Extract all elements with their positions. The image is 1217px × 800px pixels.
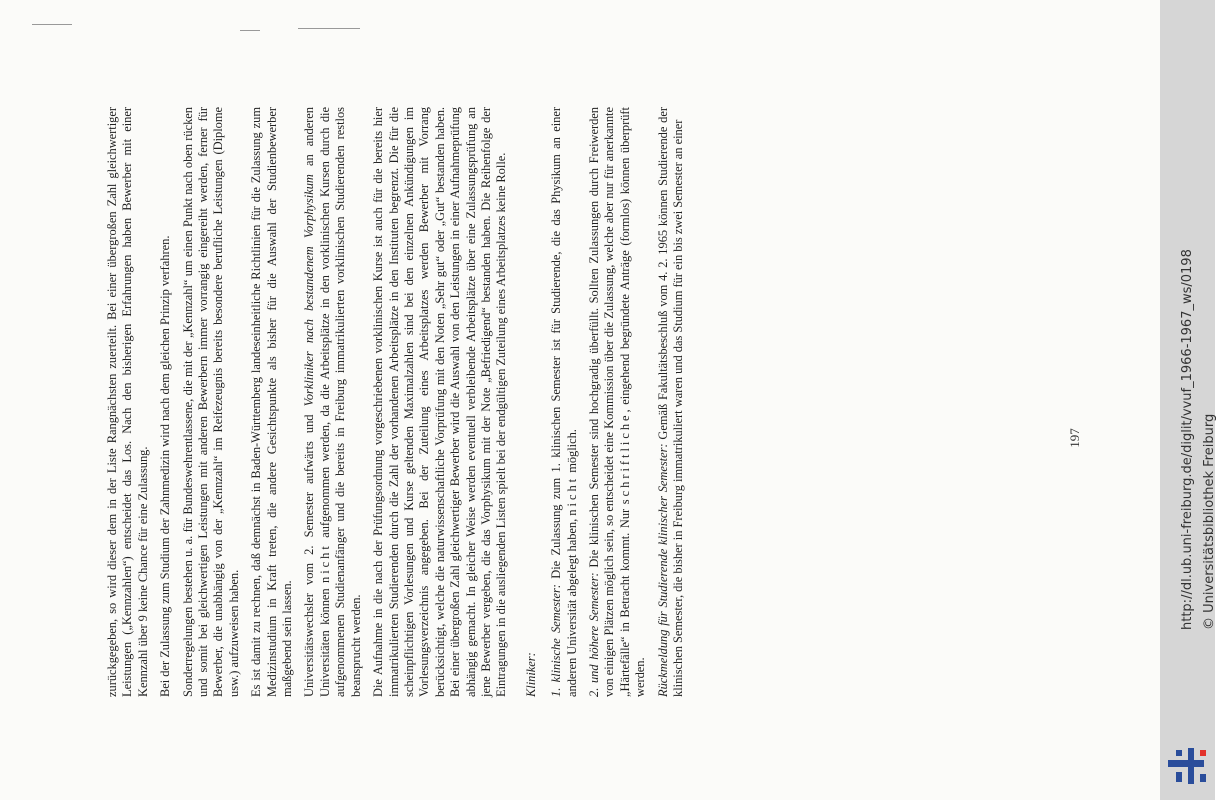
scan-mark — [32, 24, 72, 25]
text-run: Gemäß Fakultätsbeschluß vom 4. 2. 1965 können Studierende der klinischen Semester, die bisher in Freiburg immatrikuliert waren und das Studium für ein bis zwei Semester an einer — [655, 107, 685, 697]
paragraph: Sonderregelungen bestehen u. a. für Bundeswehrentlassene, die mit der „Kennzahl“ um einen Punkt nach oben rücken und somit bei gleichwertigen Leistungen mit anderen Bewerbern immer vorrangig eingereiht werden, ferner für Bewerber, die unabhängig von der „Kennzahl“ im Reifezeugnis bereits besondere berufliche Leistungen (Diplome usw.) aufzuweisen haben. — [180, 107, 241, 697]
paragraph — [587, 107, 649, 697]
scan-mark — [298, 28, 360, 29]
paragraph: zurückgegeben, so wird dieser dem in der Liste Rangnächsten zuerteilt. Bei einer übergroßen Zahl gleichwertiger Leistungen („Kennzahlen“) entscheidet das Los. Nach den bisherigen Erfahrungen haben Bewerber mit einer Kennzahl über 9 keine Chance für eine Zulassung. — [105, 107, 150, 697]
spaced-run: schriftliche — [617, 412, 632, 505]
italic-run: Vorkliniker nach bestandenem Vorphysikum — [302, 174, 317, 407]
italic-run: Rückmeldung für Studierende klinischer Semester: — [655, 443, 670, 697]
paragraph — [656, 107, 687, 697]
permalink-url[interactable]: http://dl.ub.uni-freiburg.de/diglit/vvuf_1966-1967_ws/0198 — [1180, 249, 1195, 630]
text-run: an anderen Universitäten können — [302, 107, 332, 697]
paragraph: Die Aufnahme in die nach der Prüfungsordnung vorgeschriebenen vorklinischen Kurse ist auch für die bereits hier immatrikulierten Studierenden durch die Zahl der vorhandenen Arbeitsplätze in den Instituten begrenzt. Die für die scheinpflichtigen Vorlesungen und Kurse geltenden Maximalzahlen sind bei den einzelnen Ankündigungen im Vorlesungsverzeichnis angegeben. Bei der Zuteilung eines Arbeitsplatzes werden Bewerber mit Vorrang berücksichtigt, welche die naturwissenschaftliche Vorprüfung mit den Noten „Sehr gut“ oder „Gut“ bestanden haben. Bei einer übergroßen Zahl gleichwertiger Bewerber wird die Auswahl von den Leistungen in einer Aufnahmeprüfung abhängig gemacht. In gleicher Weise werden eventuell verbleibende Arbeitsplätze über eine Zulassungsprüfung an jene Bewerber vergeben, die das Vorphysikum mit der Note „Befriedigend“ bestanden haben. Die Reihenfolge der Eintragungen in die ausliegenden Listen spielt bei der endgültigen Zuteilung eines Arbeitsplatzes keine Rolle. — [371, 107, 509, 697]
paragraph: Bei der Zulassung zum Studium der Zahnmedizin wird nach dem gleichen Prinzip verfahren. — [158, 235, 173, 697]
paragraph — [302, 107, 364, 697]
section-heading: Kliniker: — [523, 652, 538, 697]
text-run: Universitätswechsler vom 2. Semester aufwärts und — [302, 406, 317, 697]
page-number: 197 — [1066, 428, 1082, 448]
library-sidebar — [1160, 0, 1215, 800]
italic-run: 1. klinische Semester: — [549, 584, 564, 697]
text-run: möglich. — [564, 429, 579, 476]
scan-mark — [240, 30, 260, 31]
text-run: Die klinischen Semester sind hochgradig überfüllt. Sollten Zulassungen durch Freiwerden von einigen Plätzen möglich sein, so entscheidet eine Kommission über die Zulassung, welche aber nur für anerkannte „Härtefälle“ in Betracht kommt. Nur — [586, 107, 632, 697]
paragraph — [549, 107, 580, 697]
text-run: , eingehend begründete Anträge (formlos) können überprüft werden. — [617, 107, 648, 697]
text-run: Die Zulassung zum 1. klinischen Semester ist für Studierende, die das Physikum an einer anderen Universität abgelegt haben, — [549, 107, 579, 697]
paragraph: Es ist damit zu rechnen, daß demnächst in Baden-Württemberg landeseinheitliche Richtlinien für die Zulassung zum Medizinstudium in Kraft treten, die andere Gesichtspunkte als bisher für die Auswahl der Studienbewerber maßgebend sein lassen. — [249, 107, 295, 697]
spaced-run: nicht — [317, 543, 332, 583]
page-text — [105, 107, 790, 697]
copyright-notice: © Universitätsbibliothek Freiburg — [1202, 413, 1217, 630]
spaced-run: nicht — [564, 475, 579, 516]
italic-run: 2. und höhere Semester: — [586, 572, 601, 697]
text-run: aufgenommen werden, da die Arbeitsplätze in den vorklinischen Kursen durch die aufgenommenen Studienanfänger und die bereits in Freiburg immatrikulierten vorklinischen Studierenden restlos beansprucht werden. — [317, 107, 363, 697]
library-logo-icon — [1166, 748, 1210, 784]
